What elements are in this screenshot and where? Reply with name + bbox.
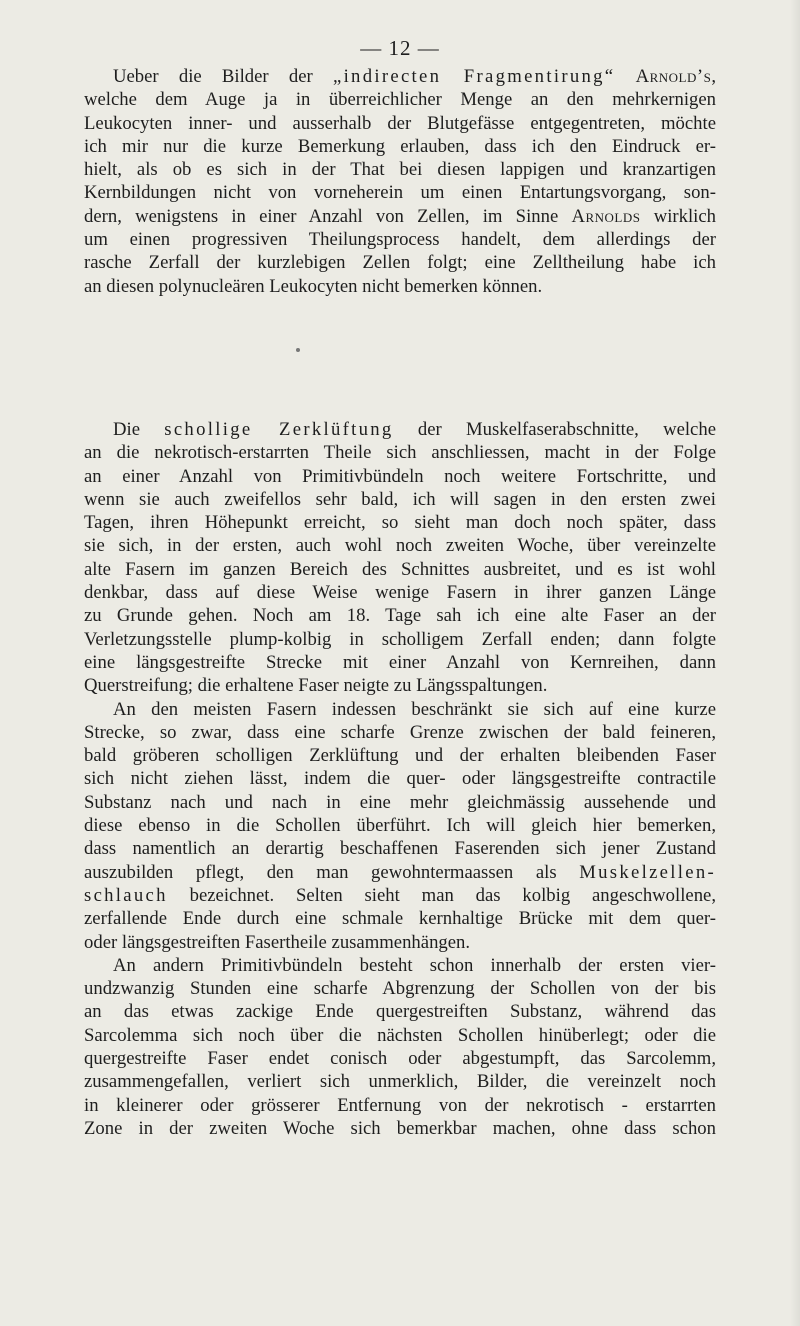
text-run: denkbar, dass auf diese Weise wenige Fasern in ihrer ganzen Länge (84, 582, 716, 604)
emphasized-term: „indirecten Fragmentirung“ (332, 66, 616, 87)
text-run: Die (113, 419, 165, 440)
text-run: diese ebenso in die Schollen überführt. Ich will gleich hier bemerken, (84, 815, 716, 837)
text-line (84, 441, 716, 464)
text-run: Kernbildungen nicht von vorneherein um einen Entartungsvorgang, son- (84, 182, 716, 204)
text-line (84, 1000, 716, 1023)
text-run: an das etwas zackige Ende quergestreiften Substanz, während das (84, 1001, 716, 1023)
text-run: zu Grunde gehen. Noch am 18. Tage sah ich eine alte Faser an der (84, 605, 716, 627)
text-run: Leukocyten inner- und ausserhalb der Blutgefässe entgegentreten, möchte (84, 112, 716, 134)
text-line (84, 791, 716, 814)
text-run: zerfallende Ende durch eine schmale kernhaltige Brücke mit dem quer- (84, 908, 716, 930)
text-run: An den meisten Fasern indessen beschränkt sie sich auf eine kurze (113, 698, 716, 720)
text-line (84, 767, 716, 790)
text-line (84, 931, 716, 954)
text-run: wirklich (640, 205, 716, 227)
emphasized-term: schlauch (84, 884, 168, 906)
text-run: Querstreifung; die erhaltene Faser neigte zu Längsspaltungen. (84, 675, 548, 697)
text-run: dern, wenigstens in einer Anzahl von Zellen, im Sinne (84, 205, 572, 227)
text-line (84, 228, 716, 251)
text-line (84, 65, 716, 88)
text-run: Sarcolemma sich noch über die nächsten Schollen hinüberlegt; oder die (84, 1024, 716, 1046)
text-line (84, 465, 716, 488)
text-run: hielt, als ob es sich in der That bei diesen lappigen und kranzartigen (84, 159, 716, 181)
text-run: an diesen polynucleären Leukocyten nicht bemerken können. (84, 275, 543, 297)
text-run: ich mir nur die kurze Bemerkung erlauben, dass ich den Eindruck er- (84, 135, 716, 157)
text-line (84, 721, 716, 744)
text-line (84, 884, 716, 907)
text-line (84, 488, 716, 511)
text-run: Substanz nach und nach in eine mehr gleichmässig aussehende und (84, 791, 716, 813)
text-run: bald gröberen scholligen Zerklüftung und der erhalten bleibenden Faser (84, 745, 716, 767)
text-line (84, 158, 716, 181)
text-run (615, 66, 635, 87)
text-run: an einer Anzahl von Primitivbündeln noch weitere Fortschritte, und (84, 465, 716, 487)
ink-speck (296, 348, 300, 352)
text-line (84, 1117, 716, 1140)
text-run: Ueber die Bilder der (113, 66, 333, 87)
text-run: um einen progressiven Theilungsprocess handelt, dem allerdings der (84, 229, 716, 251)
text-run: rasche Zerfall der kurzlebigen Zellen folgt; eine Zelltheilung habe ich (84, 252, 716, 274)
text-run: wenn sie auch zweifellos sehr bald, ich will sagen in den ersten zwei (84, 488, 716, 510)
text-run: , (711, 66, 717, 87)
text-run: Verletzungsstelle plump-kolbig in scholligem Zerfall enden; dann folgte (84, 628, 716, 650)
text-line (84, 205, 716, 228)
text-line (84, 275, 716, 298)
text-run: bezeichnet. Selten sieht man das kolbig angeschwollene, (167, 884, 716, 906)
text-run: Tagen, ihren Höhepunkt erreicht, so sieht man doch noch später, dass (84, 512, 716, 534)
page-edge-shadow (790, 0, 800, 1326)
text-line (84, 837, 716, 860)
text-line (84, 88, 716, 111)
text-line (84, 251, 716, 274)
page-number: — 12 — (360, 36, 440, 60)
text-run: An andern Primitivbündeln besteht schon innerhalb der ersten vier- (113, 954, 716, 976)
text-line (84, 744, 716, 767)
text-run: undzwanzig Stunden eine scharfe Abgrenzung der Schollen von der bis (84, 978, 716, 1000)
text-line (84, 558, 716, 581)
text-run: eine längsgestreifte Strecke mit einer Anzahl von Kernreihen, dann (84, 651, 716, 673)
text-run: sie sich, in der ersten, auch wohl noch zweiten Woche, über vereinzelte (84, 535, 716, 557)
text-line (84, 698, 716, 721)
text-run: dass namentlich an derartig beschaffenen Faserenden sich jener Zustand (84, 838, 716, 860)
text-line (84, 1094, 716, 1117)
text-line (84, 581, 716, 604)
paragraph-1 (84, 65, 716, 298)
text-line (84, 1047, 716, 1070)
text-run: quergestreifte Faser endet conisch oder abgestumpft, das Sarcolemm, (84, 1048, 716, 1070)
text-line (84, 954, 716, 977)
text-line (84, 977, 716, 1000)
text-line (84, 628, 716, 651)
text-line (84, 534, 716, 557)
author-name: Arnolds (571, 205, 641, 227)
text-line (84, 674, 716, 697)
text-line (84, 651, 716, 674)
text-run: alte Fasern im ganzen Bereich des Schnittes ausbreitet, und es ist wohl (84, 558, 716, 580)
text-line (84, 418, 716, 441)
text-line (84, 907, 716, 930)
text-run: der Muskelfaserabschnitte, welche (393, 419, 716, 440)
text-line (84, 1024, 716, 1047)
text-line (84, 604, 716, 627)
emphasized-term: schollige Zerklüftung (164, 419, 394, 440)
text-run: in kleinerer oder grösserer Entfernung von der nekrotisch - erstarrten (84, 1094, 716, 1116)
text-run: Zone in der zweiten Woche sich bemerkbar machen, ohne dass schon (84, 1117, 716, 1139)
text-run: welche dem Auge ja in überreichlicher Menge an den mehrkernigen (84, 89, 716, 111)
text-line (84, 1070, 716, 1093)
text-run: an die nekrotisch-erstarrten Theile sich anschliessen, macht in der Folge (84, 442, 716, 464)
emphasized-term: Muskelzellen- (579, 861, 716, 883)
text-run: Strecke, so zwar, dass eine scharfe Grenze zwischen der bald feineren, (84, 721, 716, 743)
text-run: sich nicht ziehen lässt, indem die quer- oder längsgestreifte contractile (84, 768, 716, 790)
text-run: auszubilden pflegt, den man gewohntermaassen als (84, 861, 580, 883)
paragraph-2 (84, 418, 716, 1140)
text-line (84, 181, 716, 204)
text-line (84, 135, 716, 158)
text-run: oder längsgestreiften Fasertheile zusammenhängen. (84, 931, 471, 953)
text-line (84, 112, 716, 135)
text-line (84, 511, 716, 534)
author-name: Arnold’s (635, 66, 712, 87)
text-run: zusammengefallen, verliert sich unmerklich, Bilder, die vereinzelt noch (84, 1071, 716, 1093)
text-line (84, 814, 716, 837)
text-line (84, 861, 716, 884)
